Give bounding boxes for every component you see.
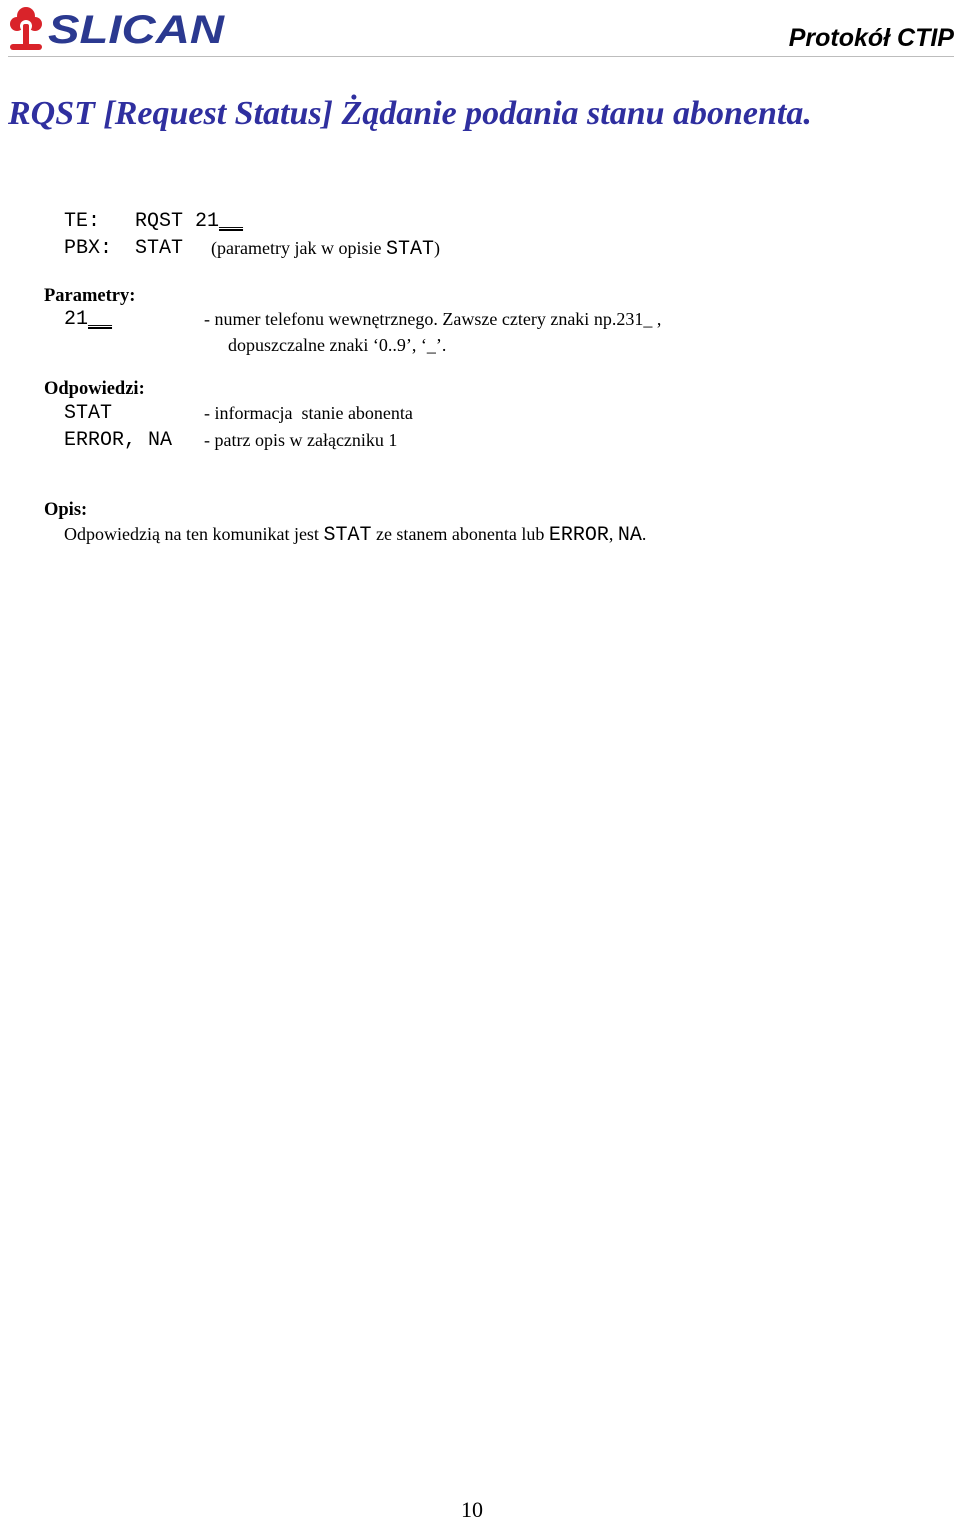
parameter-desc-line2: dopuszczalne znaki ‘0..9’, ‘_’. [228,335,447,355]
te-command-blank: __ [219,210,244,233]
response-code: ERROR, NA [64,429,173,452]
pbx-label: PBX: [64,237,113,260]
description-part: , [608,524,618,544]
page-number: 10 [461,1497,483,1522]
description-part: Odpowiedzią na ten komunikat jest [64,524,324,544]
parameters-label: Parametry: [44,286,136,306]
pbx-command: STAT [135,237,184,260]
page-heading: RQST [Request Status] Żądanie podania stanu abonenta. [8,95,812,132]
pbx-note-suffix: ) [433,238,440,258]
header-title: Protokół CTIP [788,24,954,52]
slican-logo [6,2,228,54]
response-desc: - informacja stanie abonenta [204,403,413,423]
responses-label: Odpowiedzi: [44,379,145,399]
logo-mark-icon [10,7,42,50]
parameter-desc-line1: - numer telefonu wewnętrznego. Zawsze cztery znaki np.231_ , [204,309,662,329]
response-code: STAT [64,402,113,425]
parameter-code-blank: __ [88,308,113,331]
description-part: ze stanem abonenta lub [371,524,549,544]
description-code: STAT [323,524,372,547]
parameter-code [64,308,112,331]
pbx-note-prefix: (parametry jak w opisie [211,238,386,258]
te-label: TE: [64,210,101,233]
te-command-text: RQST 21 [135,210,220,233]
parameter-code-text: 21 [64,308,89,331]
te-command [135,210,243,233]
pbx-note [211,238,440,261]
description-part: . [641,524,647,544]
description-text [64,524,646,547]
header-divider [8,56,954,57]
pbx-note-code: STAT [385,238,434,261]
description-code: NA [617,524,642,547]
response-desc: - patrz opis w załączniku 1 [204,430,398,450]
description-code: ERROR [548,524,609,547]
logo-wordmark: SLICAN [48,8,226,52]
description-label: Opis: [44,500,88,520]
